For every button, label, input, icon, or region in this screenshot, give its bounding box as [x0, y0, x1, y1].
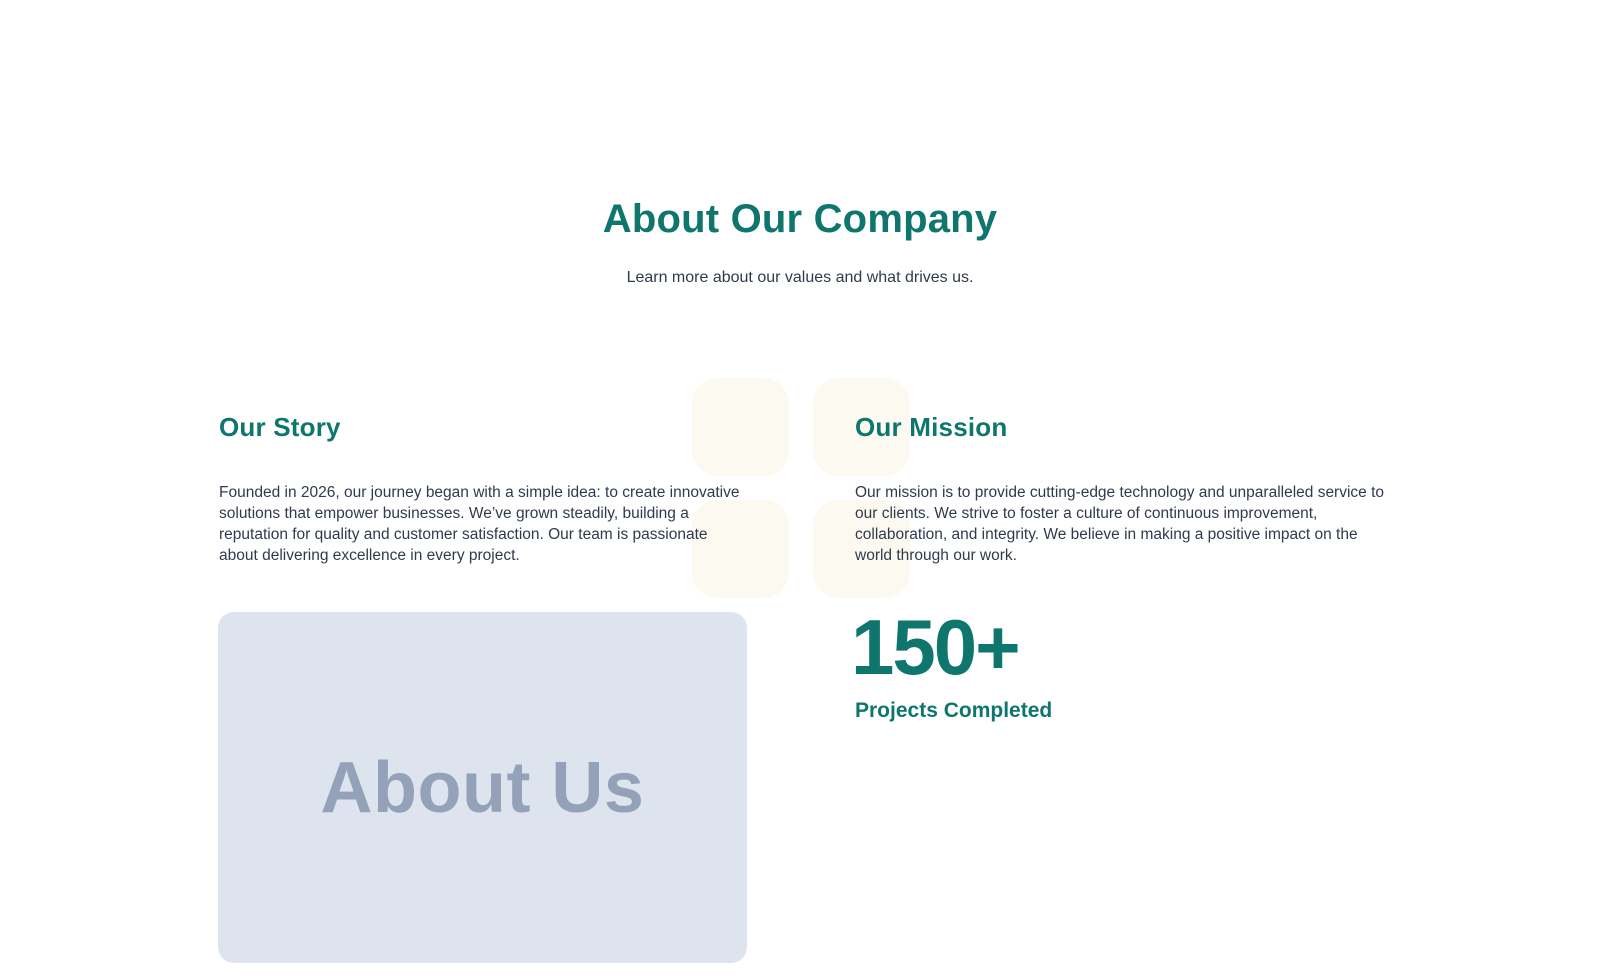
page-subtitle: Learn more about our values and what drives us. [626, 269, 974, 286]
story-heading: Our Story [219, 412, 341, 442]
stat-value: 150+ [851, 603, 1019, 691]
about-image-placeholder-label: About Us [320, 747, 645, 828]
mission-paragraph: Our mission is to provide cutting-edge technology and unparalleled service to our clients. We strive to foster a culture of continuous improvement, collaboration, and integrity. We believe in making a positive impact on the world through our work. [855, 484, 1385, 564]
about-image-placeholder [218, 612, 747, 963]
decorative-square [692, 378, 789, 476]
stat-label: Projects Completed [855, 699, 1053, 722]
page-title: About Our Company [602, 197, 998, 241]
story-paragraph: Founded in 2026, our journey began with a simple idea: to create innovative solutions that empower businesses. We’ve grown steadily, building a reputation for quality and customer satisfaction. Our team is passionate about delivering excellence in every project. [219, 484, 740, 564]
mission-heading: Our Mission [855, 412, 1008, 442]
